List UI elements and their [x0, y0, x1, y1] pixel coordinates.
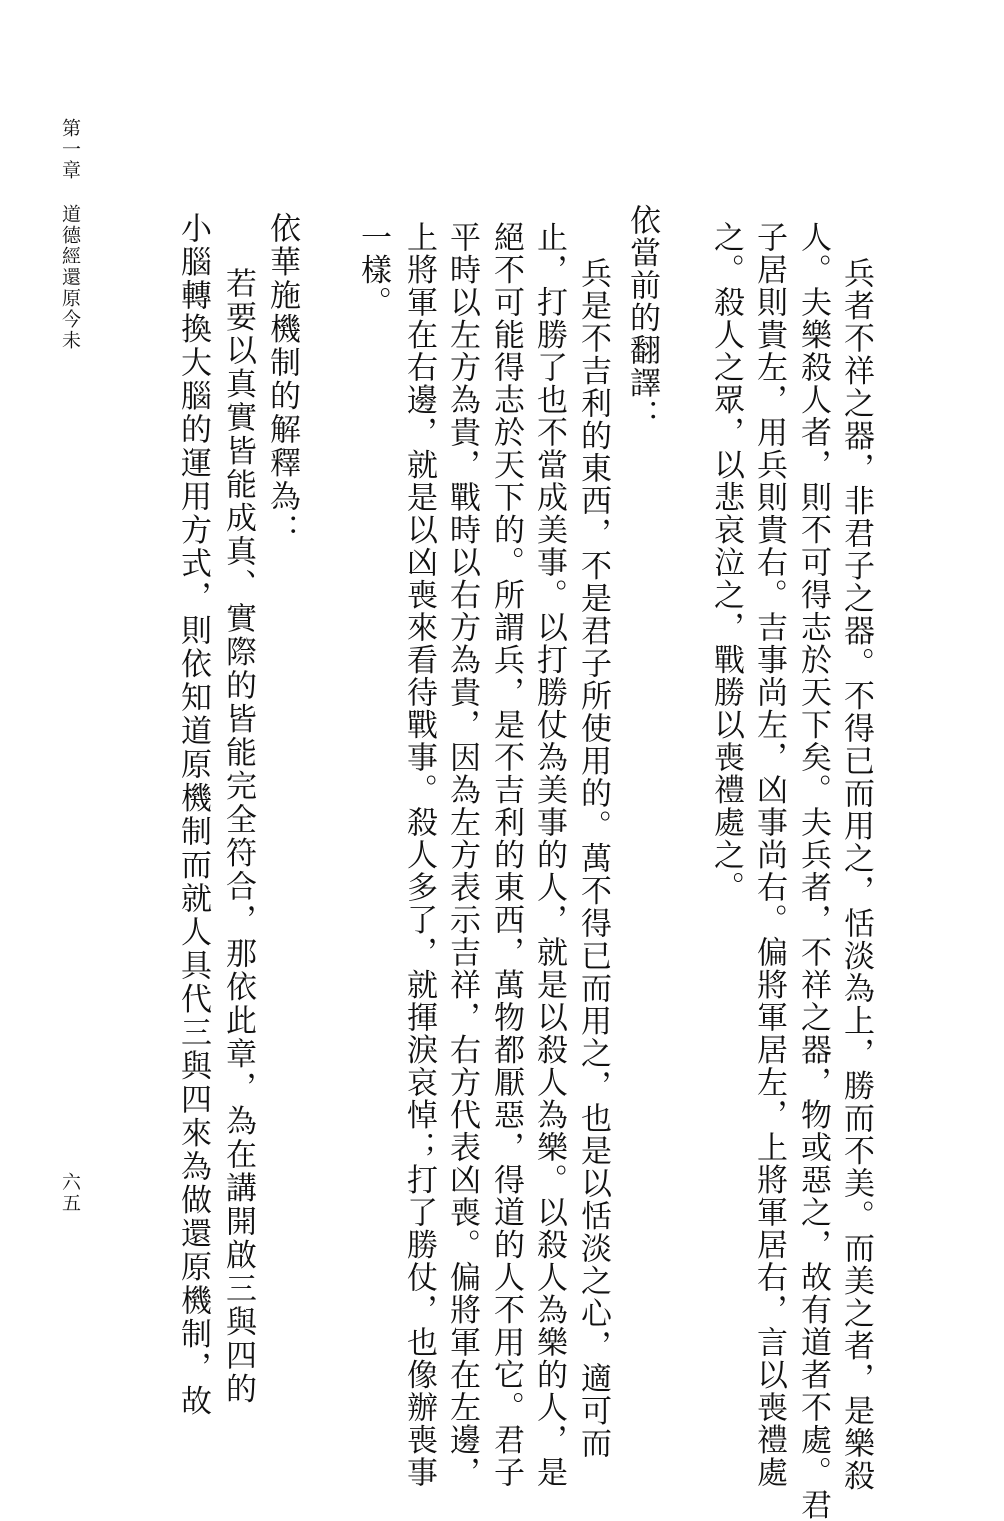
quote-line-3: 子居則貴左，用兵則貴右。吉事尚左，凶事尚右。偏將軍居左，上將軍居右，言以喪禮處: [751, 221, 787, 1489]
translation-line-5: 上將軍在右邊，就是以凶喪來看待戰事。殺人多了，就揮淚哀悼；打了勝仗，也像辦喪事: [401, 221, 437, 1489]
translation-line-4: 平時以左方為貴，戰時以右方為貴，因為左方表示吉祥，右方代表凶喪。偏將軍在左邊，: [444, 221, 480, 1489]
translation-line-1: 兵是不吉利的東西，不是君子所使用的。萬不得已而用之，也是以恬淡之心，適可而: [575, 257, 611, 1460]
explanation-line-2: 小腦轉換大腦的運用方式，則依知道原機制而就人具代三與四來為做還原機制，故: [175, 212, 211, 1418]
quote-line-4: 之。殺人之眾，以悲哀泣之，戰勝以喪禮處之。: [708, 221, 744, 904]
running-header-chapter: 第一章: [59, 118, 81, 181]
translation-line-2: 止，打勝了也不當成美事。以打勝仗為美事的人，就是以殺人為樂。以殺人為樂的人，是: [531, 221, 567, 1489]
translation-line-6: 一樣。: [355, 221, 391, 319]
page-number: 六五: [59, 1172, 81, 1214]
quote-line-2: 人。夫樂殺人者，則不可得志於天下矣。夫兵者，不祥之器，物或惡之，故有道者不處。君: [795, 221, 831, 1521]
quote-line-1: 兵者不祥之器，非君子之器。不得已而用之，恬淡為上，勝而不美。而美之者，是樂殺: [838, 257, 874, 1492]
explanation-line-1: 若要以真實皆能成真、實際的皆能完全符合，那依此章，為在講開啟三與四的: [220, 267, 256, 1406]
translation-line-3: 絕不可能得志於天下的。所謂兵，是不吉利的東西，萬物都厭惡，得道的人不用它。君子: [488, 221, 524, 1489]
explanation-heading: 依華施機制的解釋為：: [264, 212, 300, 547]
running-header-title: 道德經還原今未: [59, 204, 81, 351]
translation-heading: 依當前的翻譯：: [624, 204, 660, 432]
